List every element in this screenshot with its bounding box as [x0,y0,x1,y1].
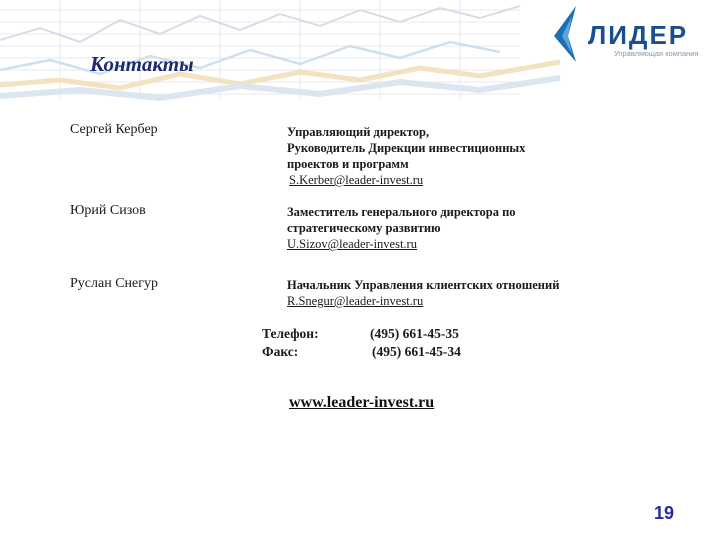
role-line: проектов и программ [287,157,409,171]
email-link[interactable]: U.Sizov@leader-invest.ru [287,237,417,251]
contact-name: Юрий Сизов [70,203,146,218]
fax-label: Факс: [262,344,299,359]
email-link[interactable]: R.Snegur@leader-invest.ru [287,294,424,308]
page-number: 19 [654,503,675,523]
contact-name: Сергей Кербер [70,122,158,137]
contact-role [287,124,525,188]
website-link[interactable]: www.leader-invest.ru [289,394,435,411]
role-line: стратегическому развитию [287,221,441,235]
contact-role [287,277,559,309]
role-line: Заместитель генерального директора по [287,205,516,219]
logo-mark-icon [548,4,718,64]
page-title: Контакты [90,52,194,76]
contact-role [287,204,516,252]
email-link[interactable]: S.Kerber@leader-invest.ru [289,173,424,187]
role-line: Руководитель Дирекции инвестиционных [287,141,526,155]
phone-value: (495) 661-45-35 [370,326,459,341]
phone-label: Телефон: [262,326,319,341]
role-line: Управляющий директор, [287,125,430,139]
contact-name: Руслан Снегур [70,276,158,291]
svg-text:Управляющая компания: Управляющая компания [614,49,699,58]
phone-block [262,325,482,361]
svg-text:ЛИДЕР: ЛИДЕР [588,20,689,50]
company-logo [548,4,718,64]
role-line: Начальник Управления клиентских отношений [287,278,560,292]
fax-value: (495) 661-45-34 [372,344,461,359]
